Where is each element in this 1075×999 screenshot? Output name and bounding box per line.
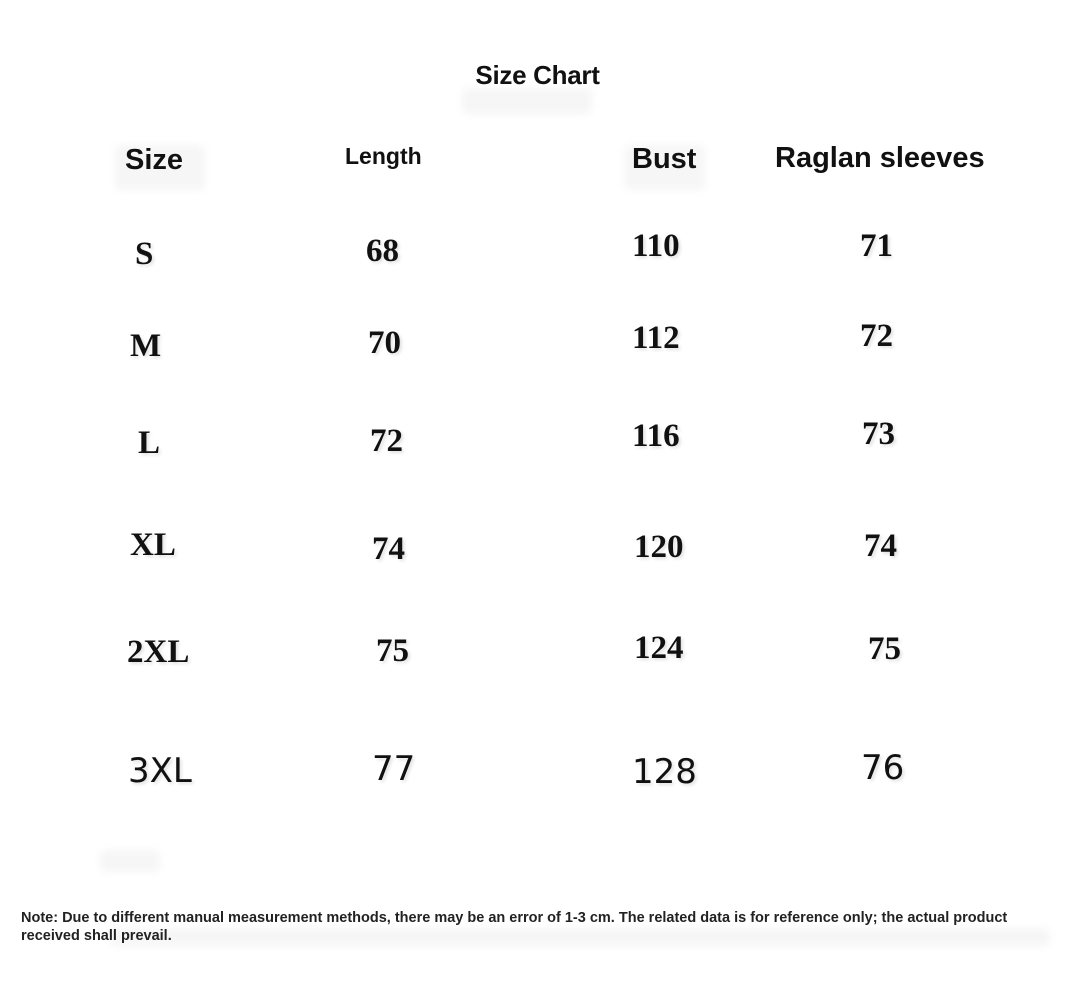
header-size: Size bbox=[125, 144, 184, 176]
cell-bust: 124 bbox=[634, 630, 684, 666]
header-raglan-sleeves: Raglan sleeves bbox=[775, 142, 985, 174]
cell-bust: 128 bbox=[632, 752, 697, 792]
cell-raglan: 73 bbox=[862, 416, 895, 452]
cell-raglan: 72 bbox=[860, 318, 893, 354]
header-bust: Bust bbox=[632, 143, 697, 175]
cell-bust: 120 bbox=[634, 529, 684, 565]
disclaimer-note: Note: Due to different manual measurement methods, there may be an error of 1-3 cm. The related data is for reference only; the actual product received shall prevail. bbox=[21, 910, 1008, 944]
cell-size: L bbox=[138, 425, 161, 461]
cell-bust: 112 bbox=[632, 320, 680, 356]
cell-length: 77 bbox=[372, 749, 416, 789]
cell-size: M bbox=[130, 328, 162, 364]
cell-bust: 116 bbox=[632, 418, 680, 454]
cell-size: S bbox=[135, 236, 154, 272]
cell-length: 70 bbox=[368, 325, 401, 361]
background-smudge bbox=[462, 88, 592, 114]
cell-raglan: 71 bbox=[860, 228, 893, 264]
cell-raglan: 76 bbox=[861, 748, 905, 788]
cell-length: 74 bbox=[372, 531, 405, 567]
cell-size: XL bbox=[130, 527, 176, 563]
page-title: Size Chart bbox=[475, 60, 600, 90]
cell-bust: 110 bbox=[632, 228, 680, 264]
header-length: Length bbox=[345, 143, 422, 169]
cell-length: 68 bbox=[366, 233, 399, 269]
cell-raglan: 74 bbox=[864, 528, 897, 564]
background-smudge bbox=[100, 850, 160, 872]
cell-size: 3XL bbox=[128, 751, 192, 791]
cell-length: 75 bbox=[376, 633, 409, 669]
cell-length: 72 bbox=[370, 423, 403, 459]
cell-size: 2XL bbox=[127, 634, 190, 670]
cell-raglan: 75 bbox=[868, 631, 901, 667]
